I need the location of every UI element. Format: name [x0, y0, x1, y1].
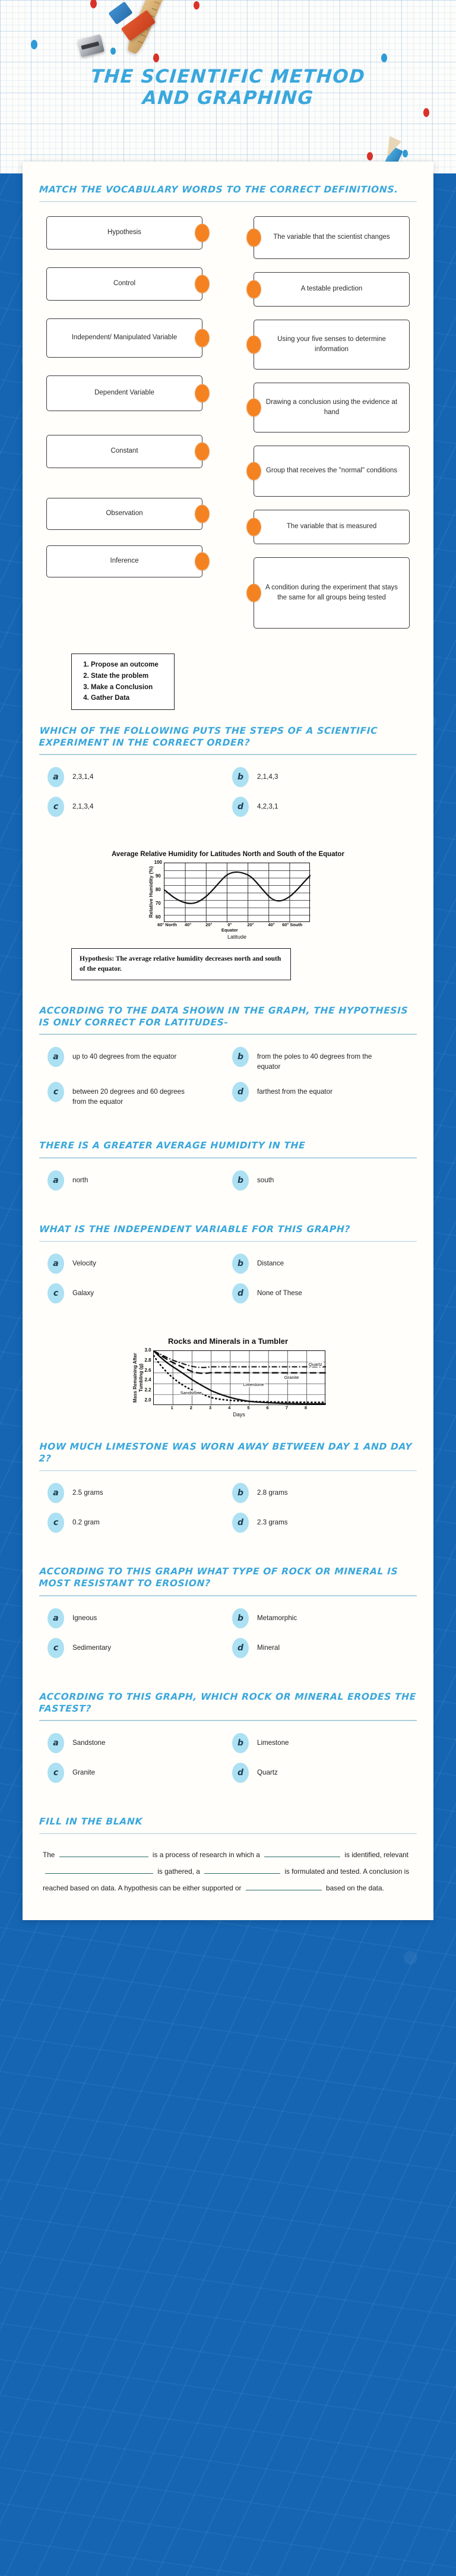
- match-knob-icon[interactable]: [195, 329, 210, 348]
- matching-heading: MATCH THE VOCABULARY WORDS TO THE CORRECT DEFINITIONS.: [39, 184, 399, 195]
- confetti-dot: [153, 53, 159, 62]
- match-definition-card[interactable]: [254, 320, 410, 370]
- answer-option[interactable]: [232, 1483, 417, 1503]
- match-definition-card[interactable]: [254, 557, 410, 629]
- answer-option[interactable]: [232, 767, 417, 787]
- fib-part-1: The: [43, 1851, 55, 1860]
- answer-option[interactable]: [232, 1763, 417, 1783]
- fib-part-6: is formulated and tested. A conclusion is reached based on data. A hypothesis can be either supported or: [43, 1867, 410, 1892]
- match-knob-icon[interactable]: [195, 553, 210, 571]
- fib-blank-4[interactable]: [204, 1866, 280, 1874]
- chart-ylabel: Mass Remaining After Tumbling (g): [132, 1353, 144, 1403]
- answer-options: [39, 1254, 417, 1313]
- answer-option[interactable]: [48, 1254, 232, 1274]
- y-tick: 2.8: [144, 1357, 151, 1363]
- answer-option[interactable]: [48, 1047, 232, 1072]
- question-heading: THERE IS A GREATER AVERAGE HUMIDITY IN THE: [39, 1140, 306, 1151]
- match-term-label: Dependent Variable: [94, 389, 154, 397]
- humidity-curve: [164, 872, 311, 904]
- answer-option[interactable]: [232, 1283, 417, 1303]
- question-block-2: [39, 1005, 417, 1117]
- y-tick: 80: [155, 886, 161, 892]
- option-badge-a: a: [48, 1483, 64, 1503]
- option-badge-d: d: [232, 1082, 249, 1102]
- option-label: Galaxy: [72, 1289, 94, 1298]
- confetti-dot: [90, 0, 97, 8]
- option-label: south: [257, 1176, 274, 1184]
- fib-blank-1[interactable]: [59, 1849, 148, 1857]
- match-term-card[interactable]: [46, 545, 202, 577]
- option-label: 2.3 grams: [257, 1519, 288, 1527]
- match-definition-label: Group that receives the "normal" conditions: [265, 467, 398, 475]
- x-tick: 1: [170, 1405, 173, 1411]
- confetti-dot: [381, 53, 387, 62]
- y-tick: 2.2: [144, 1387, 151, 1393]
- series-quartz: [154, 1351, 326, 1368]
- question-heading: ACCORDING TO THIS GRAPH WHAT TYPE OF ROCK OR MINERAL IS MOST RESISTANT TO EROSION?: [39, 1566, 398, 1589]
- answer-option[interactable]: [48, 1608, 232, 1628]
- option-label: 2,1,4,3: [257, 772, 278, 781]
- x-tick: 3: [208, 1405, 212, 1411]
- question-block-1: [39, 725, 417, 826]
- option-label: farthest from the equator: [257, 1087, 332, 1096]
- match-term-label: Inference: [110, 557, 139, 565]
- option-label: Velocity: [72, 1259, 96, 1268]
- answer-option[interactable]: [48, 767, 232, 787]
- chart-title: Average Relative Humidity for Latitudes North and South of the Equator: [112, 850, 344, 858]
- eraser-blue-icon: [108, 1, 133, 24]
- option-badge-d: d: [232, 1283, 249, 1303]
- steps-list: [79, 659, 159, 704]
- option-badge-b: b: [232, 767, 249, 787]
- option-badge-a: a: [48, 1733, 64, 1753]
- page-title: [0, 67, 456, 109]
- legend-limestone: Limestone: [243, 1382, 264, 1388]
- option-badge-a: a: [48, 1170, 64, 1191]
- option-badge-b: b: [232, 1608, 249, 1628]
- option-badge-d: d: [232, 1763, 249, 1783]
- option-label: Mineral: [257, 1643, 280, 1652]
- fib-part-2: is a process of research in which a: [152, 1851, 260, 1860]
- option-badge-d: d: [232, 1513, 249, 1533]
- option-label: from the poles to 40 degrees from the equator: [257, 1052, 372, 1071]
- hypothesis-text: Hypothesis: The average relative humidity decreases north and south of the equator.: [80, 955, 281, 973]
- chart-ylabel: Relative Humidity (%): [148, 866, 154, 918]
- fib-blank-5[interactable]: [246, 1883, 322, 1890]
- matching-grid: [39, 214, 417, 629]
- match-term-label: Independent/ Manipulated Variable: [71, 334, 178, 342]
- y-tick: 90: [155, 873, 161, 879]
- y-tick: 70: [155, 900, 161, 906]
- matching-section: [39, 184, 417, 629]
- match-definition-card[interactable]: [254, 383, 410, 433]
- fib-part-3: is identified, relevant: [344, 1851, 408, 1860]
- question-heading: WHAT IS THE INDEPENDENT VARIABLE FOR THIS GRAPH?: [39, 1223, 351, 1235]
- answer-options: [39, 1170, 417, 1200]
- confetti-dot: [110, 48, 116, 55]
- section-divider: [39, 1157, 417, 1158]
- question-heading: WHICH OF THE FOLLOWING PUTS THE STEPS OF A SCIENTIFIC EXPERIMENT IN THE CORRECT ORDER?: [39, 725, 378, 748]
- humidity-plot-area: [164, 863, 310, 922]
- x-tick: 4: [228, 1405, 231, 1411]
- fill-in-blank-text: [39, 1846, 417, 1896]
- y-tick: 100: [154, 859, 162, 865]
- option-label: Distance: [257, 1259, 284, 1268]
- match-definition-label: Using your five senses to determine information: [277, 335, 386, 353]
- page-title-line-2: AND GRAPHING: [141, 87, 315, 109]
- match-definition-label: The variable that is measured: [286, 523, 377, 531]
- answer-options: [39, 767, 417, 826]
- option-label: Quartz: [257, 1768, 278, 1776]
- answer-option[interactable]: [48, 1733, 232, 1753]
- rocks-chart-figure: [39, 1337, 417, 1418]
- answer-option[interactable]: [232, 1608, 417, 1628]
- x-tick: 5: [247, 1405, 250, 1411]
- answer-options: [39, 1733, 417, 1792]
- question-block-4: [39, 1224, 417, 1313]
- option-label: Sedimentary: [72, 1643, 112, 1652]
- match-definition-card[interactable]: [254, 272, 410, 307]
- confetti-dot: [31, 40, 37, 49]
- question-block-3: [39, 1140, 417, 1199]
- y-tick: 3.0: [144, 1347, 151, 1353]
- legend-sandstone: Sandstone: [180, 1390, 202, 1396]
- option-label: north: [72, 1176, 88, 1184]
- answer-option[interactable]: [48, 1513, 232, 1533]
- answer-option[interactable]: [48, 1638, 232, 1658]
- match-knob-icon[interactable]: [195, 384, 210, 403]
- question-block-5: [39, 1441, 417, 1542]
- answer-option[interactable]: [48, 1283, 232, 1303]
- page-title-line-1: THE SCIENTIFIC METHOD: [90, 66, 366, 87]
- hypothesis-box: [71, 948, 291, 980]
- matching-terms-column: [46, 216, 202, 629]
- page-header: [0, 0, 456, 173]
- x-tick: 60° North: [157, 921, 177, 927]
- match-definition-card[interactable]: [254, 510, 410, 544]
- option-badge-a: a: [48, 1254, 64, 1274]
- y-tick-labels: [154, 859, 164, 922]
- chart-xlabel: Days: [233, 1412, 245, 1418]
- option-label: Metamorphic: [257, 1614, 297, 1622]
- match-term-card[interactable]: [46, 318, 202, 358]
- question-block-6: [39, 1566, 417, 1667]
- y-tick: 2.0: [144, 1397, 151, 1403]
- answer-option[interactable]: [48, 1082, 232, 1107]
- match-knob-icon[interactable]: [195, 275, 210, 293]
- option-label: 2.8 grams: [257, 1489, 288, 1497]
- match-knob-icon[interactable]: [246, 584, 261, 602]
- option-badge-b: b: [232, 1170, 249, 1191]
- match-term-label: Control: [113, 280, 136, 288]
- match-term-card[interactable]: [46, 498, 202, 530]
- answer-option[interactable]: [232, 1733, 417, 1753]
- confetti-dot: [403, 150, 408, 157]
- section-divider: [39, 1241, 417, 1242]
- step-item: 4. Gather Data: [91, 693, 159, 704]
- match-definition-label: A testable prediction: [300, 285, 363, 293]
- answer-option[interactable]: [232, 1513, 417, 1533]
- option-label: 2,3,1,4: [72, 772, 94, 781]
- x-tick: 7: [285, 1405, 288, 1411]
- match-term-label: Constant: [110, 447, 138, 455]
- rocks-line-chart: [154, 1351, 326, 1406]
- match-term-card[interactable]: [46, 267, 202, 301]
- fill-in-blank-heading: FILL IN THE BLANK: [39, 1816, 143, 1827]
- match-knob-icon[interactable]: [246, 518, 261, 536]
- x-tick-labels: [157, 921, 310, 933]
- match-term-label: Hypothesis: [107, 229, 141, 236]
- option-badge-b: b: [232, 1483, 249, 1503]
- match-definition-label: The variable that the scientist changes: [273, 233, 390, 241]
- option-badge-c: c: [48, 1763, 64, 1783]
- humidity-line-chart: [164, 863, 311, 923]
- option-badge-a: a: [48, 1608, 64, 1628]
- x-tick: 40°: [185, 921, 192, 927]
- option-badge-b: b: [232, 1047, 249, 1067]
- option-label: Granite: [72, 1768, 96, 1776]
- chart-xlabel: Latitude: [227, 934, 246, 940]
- section-divider: [39, 754, 417, 755]
- match-definition-label: Drawing a conclusion using the evidence at hand: [265, 398, 398, 416]
- answer-option[interactable]: [232, 1082, 417, 1107]
- fib-part-7: based on the data.: [326, 1883, 384, 1892]
- x-tick: 20°: [205, 921, 213, 927]
- step-item: 1. Propose an outcome: [91, 659, 159, 671]
- match-term-card[interactable]: [46, 435, 202, 468]
- section-divider: [39, 1470, 417, 1472]
- answer-option[interactable]: [48, 1483, 232, 1503]
- step-item: 3. Make a Conclusion: [91, 682, 159, 693]
- answer-option[interactable]: [48, 1170, 232, 1191]
- option-label: Limestone: [257, 1738, 289, 1747]
- match-definition-label: A condition during the experiment that stays the same for all groups being tested: [265, 583, 398, 602]
- fib-blank-3[interactable]: [45, 1866, 153, 1874]
- option-label: Igneous: [72, 1614, 97, 1622]
- y-tick: 2.6: [144, 1367, 151, 1373]
- option-badge-b: b: [232, 1254, 249, 1274]
- y-tick: 60: [155, 914, 161, 920]
- question-heading: HOW MUCH LIMESTONE WAS WORN AWAY BETWEEN DAY 1 AND DAY 2?: [39, 1441, 413, 1464]
- humidity-plot-row: [39, 859, 417, 940]
- option-badge-c: c: [48, 1638, 64, 1658]
- option-label: 0.2 gram: [72, 1519, 100, 1527]
- answer-option[interactable]: [232, 1254, 417, 1274]
- answer-option[interactable]: [232, 1047, 417, 1072]
- y-tick: 2.4: [144, 1377, 151, 1383]
- option-badge-d: d: [232, 1638, 249, 1658]
- section-divider: [39, 1595, 417, 1596]
- y-tick-labels: [144, 1347, 153, 1405]
- steps-reference-box: [71, 654, 175, 710]
- answer-option[interactable]: [232, 797, 417, 817]
- section-divider: [39, 1833, 417, 1835]
- worksheet-card: [23, 162, 433, 1920]
- x-tick: 20°: [247, 921, 254, 927]
- match-knob-icon[interactable]: [246, 336, 261, 354]
- match-knob-icon[interactable]: [246, 229, 261, 247]
- answer-option[interactable]: [232, 1638, 417, 1658]
- option-badge-c: c: [48, 1513, 64, 1533]
- match-knob-icon[interactable]: [246, 280, 261, 299]
- fib-part-5: gathered, a: [164, 1867, 200, 1876]
- confetti-dot: [194, 1, 200, 10]
- sharpener-icon: [77, 34, 104, 58]
- x-tick: 0° Equator: [221, 921, 238, 933]
- rocks-plot-area: [153, 1350, 325, 1405]
- match-knob-icon[interactable]: [195, 443, 210, 461]
- option-label: between 20 degrees and 60 degrees from the equator: [72, 1087, 185, 1106]
- option-label: None of These: [257, 1289, 302, 1298]
- option-label: Sandstone: [72, 1738, 106, 1747]
- section-divider: [39, 201, 417, 203]
- matching-definitions-column: [254, 216, 410, 629]
- match-knob-icon[interactable]: [195, 224, 210, 242]
- option-badge-c: c: [48, 1082, 64, 1102]
- answer-option[interactable]: [232, 1170, 417, 1191]
- answer-option[interactable]: [48, 1763, 232, 1783]
- match-definition-card[interactable]: [254, 216, 410, 259]
- question-block-7: [39, 1691, 417, 1792]
- option-label: 2.5 grams: [72, 1489, 103, 1497]
- match-knob-icon[interactable]: [195, 505, 210, 523]
- legend-granite: Granite: [284, 1375, 299, 1381]
- section-divider: [39, 1720, 417, 1721]
- x-tick: 6: [266, 1405, 269, 1411]
- match-term-label: Observation: [106, 510, 143, 517]
- option-badge-a: a: [48, 1047, 64, 1067]
- option-badge-b: b: [232, 1733, 249, 1753]
- option-badge-a: a: [48, 767, 64, 787]
- answer-options: [39, 1483, 417, 1542]
- question-heading: ACCORDING TO THE DATA SHOWN IN THE GRAPH, THE HYPOTHESIS IS ONLY CORRECT FOR LATITUDES-: [39, 1005, 408, 1028]
- option-badge-c: c: [48, 797, 64, 817]
- option-badge-c: c: [48, 1283, 64, 1303]
- section-divider: [39, 1034, 417, 1035]
- match-definition-card[interactable]: [254, 446, 410, 497]
- option-label: 2,1,3,4: [72, 802, 94, 810]
- answer-option[interactable]: [48, 797, 232, 817]
- confetti-dot: [367, 152, 373, 160]
- humidity-chart-figure: [39, 850, 417, 940]
- x-tick: 60° South: [282, 921, 303, 927]
- question-heading: ACCORDING TO THIS GRAPH, WHICH ROCK OR MINERAL ERODES THE FASTEST?: [39, 1691, 417, 1714]
- option-badge-d: d: [232, 797, 249, 817]
- answer-options: [39, 1047, 417, 1117]
- x-tick: 40°: [268, 921, 275, 927]
- match-term-card[interactable]: [46, 375, 202, 411]
- match-term-card[interactable]: [46, 216, 202, 250]
- x-tick: 8: [304, 1405, 308, 1411]
- chart-title: Rocks and Minerals in a Tumbler: [167, 1337, 289, 1346]
- series-limestone: [154, 1351, 326, 1404]
- x-tick: 2: [189, 1405, 192, 1411]
- step-item: 2. State the problem: [91, 671, 159, 682]
- rocks-plot-row: [39, 1347, 417, 1418]
- option-label: 4,2,3,1: [257, 802, 278, 810]
- match-knob-icon[interactable]: [246, 399, 261, 417]
- fib-part-4: is: [157, 1867, 163, 1876]
- x-tick-labels: [153, 1405, 325, 1410]
- confetti-dot: [423, 108, 429, 117]
- match-knob-icon[interactable]: [246, 462, 261, 481]
- legend-quartz: Quartz: [308, 1362, 322, 1368]
- answer-options: [39, 1608, 417, 1668]
- fill-in-blank-section: [39, 1816, 417, 1896]
- option-label: up to 40 degrees from the equator: [72, 1052, 177, 1060]
- fib-blank-2[interactable]: [264, 1849, 340, 1857]
